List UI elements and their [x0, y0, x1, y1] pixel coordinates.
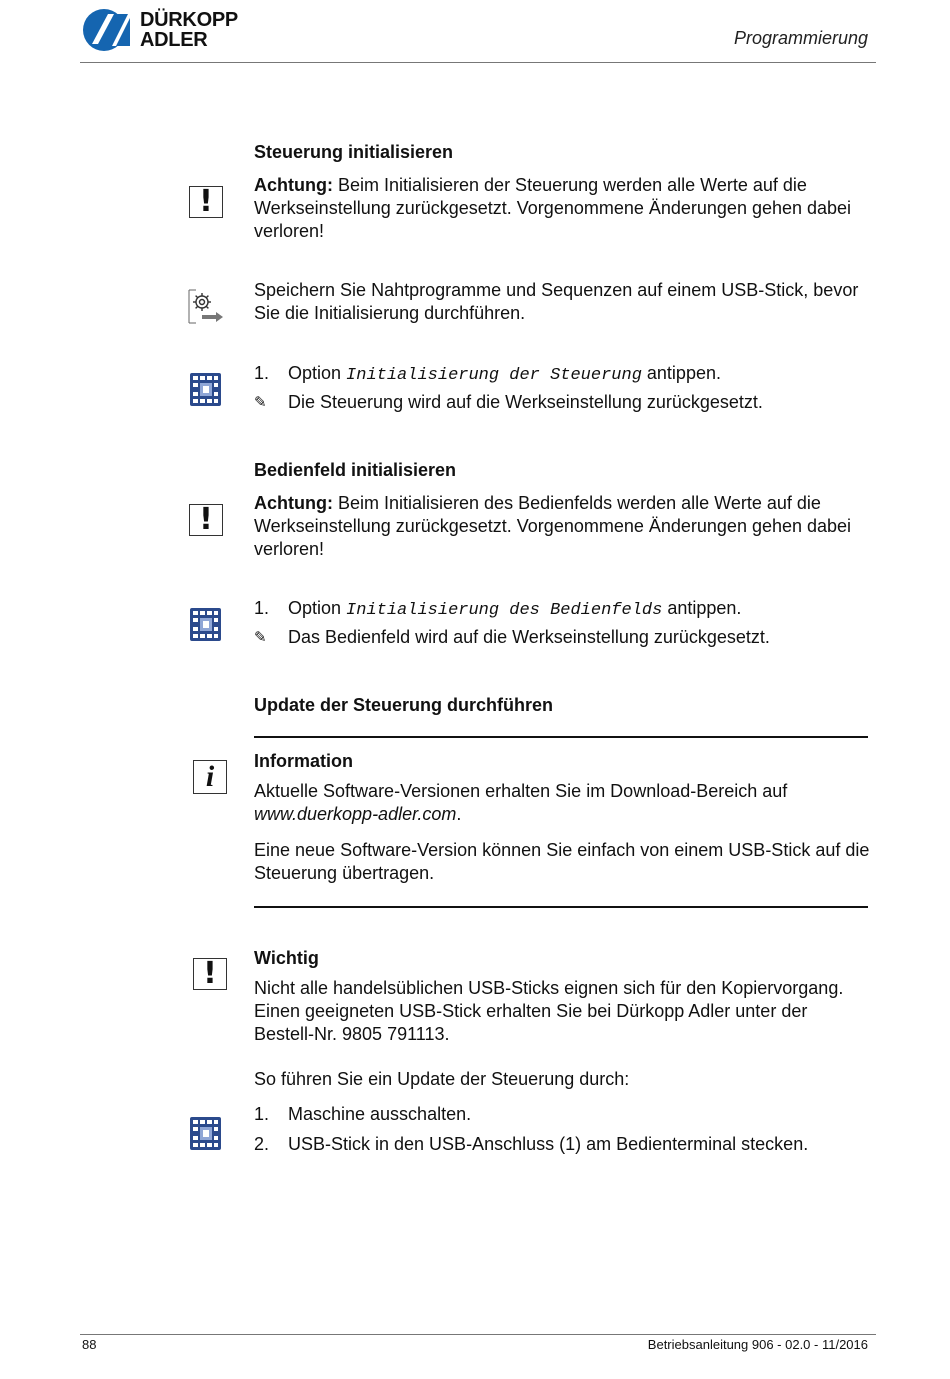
warning-icon: !	[189, 504, 223, 536]
warning-steuerung	[254, 174, 872, 243]
info-title: Information	[254, 751, 353, 771]
logo-mark-icon	[82, 8, 136, 52]
info-text-2: Eine neue Software-Version können Sie einfach von einem USB-Stick auf die Steuerung übertragen.	[254, 840, 870, 883]
warning-text: Beim Initialisieren der Steuerung werden alle Werte auf die Werkseinstellung zurückgesetzt. Vorgenommene Änderungen gehen dabei verloren!	[254, 175, 852, 241]
info-link-post: .	[456, 804, 462, 824]
warning-label: Achtung:	[254, 175, 333, 195]
step-post: antippen.	[641, 363, 721, 383]
website-link[interactable]: www.duerkopp-adler.com	[254, 804, 457, 824]
heading-bedienfeld: Bedienfeld initialisieren	[254, 460, 457, 480]
warning-bedienfeld	[254, 492, 872, 561]
heading-steuerung: Steuerung initialisieren	[254, 142, 454, 162]
update-step-2	[254, 1133, 872, 1156]
option-name: Initialisierung des Bedienfelds	[346, 601, 663, 620]
warning-label: Achtung:	[254, 493, 333, 513]
step-number: 1.	[254, 1104, 270, 1124]
logo-line1: DÜRKOPP	[140, 9, 238, 31]
section-title: Programmierung	[733, 28, 868, 48]
info-icon: i	[193, 760, 227, 794]
company-logo	[82, 8, 267, 52]
tip-text: Speichern Sie Nahtprogramme und Sequenzen auf einem USB-Stick, bevor Sie die Initialisierung durchführen.	[254, 280, 859, 323]
option-name: Initialisierung der Steuerung	[346, 366, 642, 385]
result-text: Die Steuerung wird auf die Werkseinstellung zurückgesetzt.	[288, 392, 763, 412]
info-text-pre: Aktuelle Software-Versionen erhalten Sie im Download-Bereich auf	[254, 781, 788, 801]
update-step-1	[254, 1103, 872, 1126]
important-title: Wichtig	[254, 948, 319, 968]
step-pre: Option	[288, 598, 347, 618]
step-number: 1.	[254, 598, 270, 618]
control-panel-icon	[190, 1117, 221, 1150]
step-pre: Option	[288, 363, 347, 383]
step-post: antippen.	[662, 598, 742, 618]
step-number: 2.	[254, 1134, 270, 1154]
step-text: Maschine ausschalten.	[288, 1104, 472, 1124]
step-steuerung-1	[254, 362, 872, 385]
result-steuerung	[254, 391, 872, 414]
result-bedienfeld	[254, 626, 872, 649]
step-text: USB-Stick in den USB-Anschluss (1) am Bedienterminal stecken.	[288, 1134, 809, 1154]
important-text: Nicht alle handelsüblichen USB-Sticks eignen sich für den Kopiervorgang. Einen geeigneten USB-Stick erhalten Sie bei Dürkopp Adler unter der Bestell-Nr. 9805 791113.	[254, 978, 844, 1044]
page-number: 88	[82, 1337, 97, 1352]
result-arrow-icon: ✎	[254, 629, 267, 646]
logo-line2: ADLER	[140, 29, 208, 51]
result-arrow-icon: ✎	[254, 394, 267, 411]
document-info: Betriebsanleitung 906 - 02.0 - 11/2016	[647, 1337, 868, 1352]
heading-update: Update der Steuerung durchführen	[254, 695, 554, 715]
gear-arrow-icon	[188, 288, 224, 324]
footer-divider	[80, 1334, 876, 1335]
control-panel-icon	[190, 608, 221, 641]
important-icon: !	[193, 958, 227, 990]
info-top-rule	[254, 736, 868, 738]
header-divider	[80, 62, 876, 63]
info-bottom-rule	[254, 906, 868, 908]
warning-text: Beim Initialisieren des Bedienfelds werden alle Werte auf die Werkseinstellung zurückgesetzt. Vorgenommene Änderungen gehen dabei verloren!	[254, 493, 852, 559]
control-panel-icon	[190, 373, 221, 406]
warning-icon: !	[189, 186, 223, 218]
info-text	[254, 780, 872, 826]
update-intro: So führen Sie ein Update der Steuerung durch:	[254, 1069, 630, 1089]
step-bedienfeld-1	[254, 597, 872, 620]
result-text: Das Bedienfeld wird auf die Werkseinstellung zurückgesetzt.	[288, 627, 770, 647]
step-number: 1.	[254, 363, 270, 383]
